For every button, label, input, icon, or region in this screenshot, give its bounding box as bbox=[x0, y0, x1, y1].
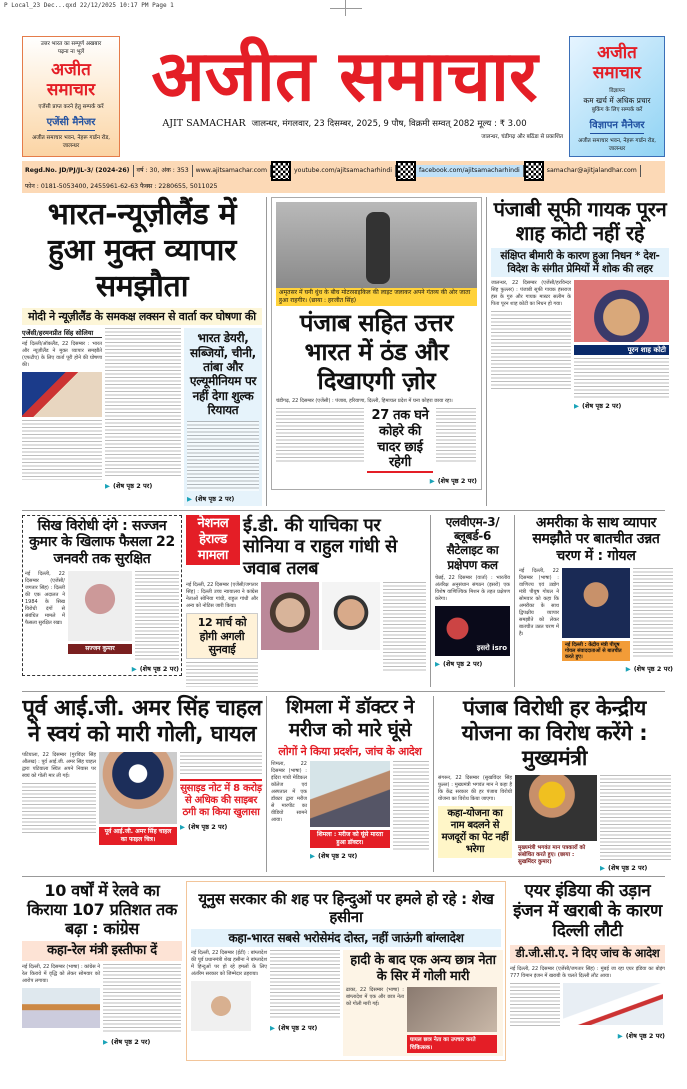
text-column bbox=[105, 328, 181, 490]
headline-row bbox=[186, 515, 426, 580]
photo-column bbox=[515, 775, 597, 867]
phone-numbers: फोन : 0181-5053400, 2455961-62-63 फैक्स : 2280655, 5011025 bbox=[25, 183, 218, 191]
masthead-title: अजीत समाचार bbox=[151, 35, 538, 117]
story-sajjan-kumar bbox=[22, 515, 182, 676]
national-herald-tag: नेशनल हेराल्ड मामला bbox=[186, 515, 240, 565]
column-rule bbox=[430, 515, 431, 687]
news-row-4 bbox=[22, 881, 665, 1066]
story-lead: चेन्नई, 22 दिसम्बर (वार्ता) : भारतीय अंतरिक्ष अनुसंधान संगठन (इसरो) एक विशेष वाणिज्यिक मिशन के तहत प्रक्षेपण करेगा। bbox=[435, 575, 510, 603]
headline: अमरीका के साथ व्यापार समझौते पर बातचीत उन्नत चरण में : गोयल bbox=[532, 514, 660, 565]
body-text bbox=[436, 408, 476, 463]
inset-box bbox=[184, 328, 262, 505]
story-chief-minister bbox=[438, 696, 671, 872]
story-lead: संगरूर, 22 दिसम्बर (सुखविंदर सिंह फुल्ल) : मुख्यमंत्री भगवंत मान ने कहा है कि केंद्र सरकार की हर पंजाब विरोधी योजना का विरोध किया जाएगा। bbox=[438, 774, 512, 802]
story-isro bbox=[435, 515, 510, 669]
facebook-link[interactable]: facebook.com/ajitsamacharhindi bbox=[416, 165, 524, 177]
story-columns bbox=[191, 950, 501, 1056]
headline: भारत-न्यूज़ीलैंड में हुआ मुक्त व्यापार समझौता bbox=[47, 197, 237, 305]
photo-caption: सज्जन कुमार bbox=[68, 644, 132, 654]
photo-column bbox=[99, 752, 177, 845]
story-lead: जालन्धर, 22 दिसम्बर (एजेंसी/हरविन्दर सिंह फुल्लर) : पंजाबी सूफी गायक हंसराज हंस के गुरु और गायक मास्टर सलीम के पिता पूरन शाह कोटी का निधन हो गया। bbox=[491, 280, 571, 308]
left-agency-ad bbox=[22, 36, 120, 157]
column-rule bbox=[266, 197, 267, 506]
text-column bbox=[491, 280, 571, 391]
email-link[interactable]: samachar@ajitjalandhar.com bbox=[544, 165, 641, 177]
ad-text: उत्तर भारत का सम्पूर्ण अखबार bbox=[40, 41, 102, 47]
story-columns bbox=[276, 408, 477, 472]
story-sufi-singer bbox=[491, 197, 669, 410]
headline: शिमला में डॉक्टर ने मरीज को मारे घूंसे bbox=[286, 695, 414, 741]
ad-text: विज्ञापन bbox=[609, 87, 625, 94]
sajjan-kumar-photo bbox=[68, 571, 132, 641]
english-title: AJIT SAMACHAR bbox=[162, 117, 246, 129]
continued-link[interactable]: ▶ (शेष पृष्ठ 2 पर) bbox=[132, 664, 179, 673]
text-column bbox=[22, 752, 96, 833]
body-text bbox=[186, 662, 258, 687]
date-price: जालन्धर, मंगलवार, 23 दिसम्बर, 2025, 9 पौष, विक्रमी सम्वत् 2082 मूल्य : ₹ 3.00 bbox=[251, 118, 527, 129]
body-text bbox=[22, 783, 96, 833]
photo-column bbox=[407, 987, 497, 1053]
story-railway-fare bbox=[22, 881, 182, 1046]
story-lead: शिमला, 22 दिसम्बर (भाषा) : इंदिरा गांधी मेडिकल कॉलेज एवं अस्पताल में एक डॉक्टर द्वारा मरीज से मारपीट का वीडियो सामने आया। bbox=[271, 760, 307, 823]
subheadline: कहा-रेल मंत्री इस्तीफा दें bbox=[22, 941, 182, 961]
puran-shah-koti-photo bbox=[574, 280, 669, 342]
air-india-plane-photo bbox=[563, 983, 663, 1025]
column-rule bbox=[266, 696, 267, 872]
inset-headline: कहा-योजना का नाम बदलने से मजदूरों का पेट नहीं भरेगा bbox=[438, 806, 512, 858]
crop-mark bbox=[330, 8, 362, 9]
story-columns bbox=[22, 964, 182, 1046]
column-rule bbox=[433, 696, 434, 872]
headline: एलवीएम-3/ब्लूबर्ड-6 सैटेलाइट का प्रक्षेपण कल bbox=[445, 514, 500, 572]
headline: एयर इंडिया की उड़ान इंजन में खराबी के कारण दिल्ली लौटी bbox=[513, 880, 662, 942]
continued-link[interactable]: ▶ (शेष पृष्ठ 2 पर) bbox=[574, 401, 669, 410]
subheadline: संक्षिप्त बीमारी के कारण हुआ निधन * देश-विदेश के संगीत प्रेमियों में शोक की लहर bbox=[491, 248, 669, 277]
headline: पंजाब विरोधी हर केन्द्रीय योजना का विरोध करेंगे : मुख्यमंत्री bbox=[461, 695, 648, 771]
news-row-3 bbox=[22, 696, 665, 877]
caption-text: अमृतसर में घनी धुंध के बीच मोटरसाइकिल की लाइट जलाकर अपने गंतव्य की ओर जाता हुआ राहगीर। bbox=[279, 289, 471, 305]
website-link[interactable]: www.ajitsamachar.com bbox=[193, 165, 271, 177]
story-lead: नई दिल्ली, 22 दिसम्बर (एजेंसी/जगतार सिंह) : दिल्ली की एक अदालत ने 1984 के सिख विरोधी दंगों से संबंधित मामले में फैसला सुरक्षित रखा। bbox=[25, 571, 65, 627]
injured-student-leader-photo bbox=[407, 987, 497, 1032]
headline: ई.डी. की याचिका पर सोनिया व राहुल गांधी से जवाब तलब bbox=[243, 514, 397, 579]
ad-manager: विज्ञापन मैनेजर bbox=[590, 118, 645, 134]
story-fog bbox=[271, 197, 482, 490]
story-columns bbox=[438, 775, 671, 872]
subheadline: लोगों ने किया प्रदर्शन, जांच के आदेश bbox=[278, 744, 422, 758]
right-advertising-ad bbox=[569, 36, 665, 157]
motorcyclist-silhouette bbox=[366, 212, 390, 284]
story-goyal bbox=[519, 515, 673, 673]
story-lead: ढाका, 22 दिसम्बर (भाषा) : बांग्लादेश में एक और छात्र नेता को गोली मारी गई। bbox=[346, 987, 404, 1008]
ad-text: कम खर्च में अधिक प्रचार bbox=[583, 96, 651, 106]
continued-link[interactable]: ▶ (शेष पृष्ठ 2 पर) bbox=[105, 481, 181, 490]
body-text bbox=[103, 964, 181, 1034]
continued-link[interactable]: ▶ (शेष पृष्ठ 2 पर) bbox=[270, 1023, 340, 1032]
caption-text: मुख्यमंत्री भगवंत मान पत्रकारों को संबोधित करते हुए। bbox=[518, 844, 586, 858]
text-column bbox=[180, 752, 262, 831]
ad-contact: अजीत समाचार भवन, नेहरू गार्डन रोड, जालन्धर bbox=[31, 134, 111, 149]
photo-caption: नई दिल्ली : केंद्रीय मंत्री पीयूष गोयल संवाददाताओं से बातचीत करते हुए। bbox=[562, 641, 630, 661]
photo-credit: (छाया : सुखमिंदर कुमार) bbox=[518, 851, 575, 865]
continued-link[interactable]: ▶ (शेष पृष्ठ 2 पर) bbox=[626, 664, 673, 673]
fog-motorcycle-photo bbox=[276, 202, 477, 288]
story-columns bbox=[25, 571, 179, 661]
story-lead: चंडीगढ़, 22 दिसम्बर (एजेंसी) : पंजाब, हरियाणा, दिल्ली, हिमाचल प्रदेश में घना कोहरा छाया रहा। bbox=[276, 398, 453, 405]
story-columns bbox=[491, 280, 669, 410]
qr-code-icon bbox=[271, 161, 291, 181]
photo-caption bbox=[276, 288, 477, 306]
inset-headline: 12 मार्च को होगी अगली सुनवाई bbox=[186, 613, 258, 659]
headline: पंजाब सहित उत्तर भारत में ठंड और दिखाएगी ज़ोर bbox=[299, 309, 454, 395]
inset-columns bbox=[346, 987, 500, 1053]
inset-headline: भारत डेयरी, सब्जियों, चीनी, तांबा और एल्यूमीनियम पर नहीं देगा शुल्क रियायत bbox=[189, 331, 257, 418]
rahul-gandhi-photo bbox=[322, 582, 380, 650]
ad-text: बुकिंग के लिए सम्पर्क करें bbox=[591, 107, 643, 114]
headline: सिख विरोधी दंगे : सज्जन कुमार के खिलाफ फैसला 22 जनवरी तक सुरक्षित bbox=[29, 517, 175, 568]
print-slug-bar bbox=[4, 0, 665, 22]
story-air-india bbox=[510, 881, 665, 1040]
ad-title: अजीत समाचार bbox=[592, 43, 642, 84]
published-from: जालन्धर, चंडीगढ़ और बठिंडा से प्रकाशित bbox=[481, 134, 563, 141]
inset-box bbox=[343, 950, 503, 1056]
column-rule bbox=[486, 197, 487, 506]
isro-satellite-image bbox=[435, 606, 510, 656]
body-text bbox=[187, 421, 259, 491]
text-column bbox=[270, 950, 340, 1032]
story-lead: नई दिल्ली, 22 दिसम्बर (ईटी) : बांग्लादेश की पूर्व प्रधानमंत्री शेख हसीना ने बांग्लादेश में हिन्दुओं पर हो रहे हमलों के लिए अंतरिम सरकार को जिम्मेदार ठहराया। bbox=[191, 949, 267, 977]
headline: पंजाबी सूफी गायक पूरन शाह कोटी नहीं रहे bbox=[493, 197, 667, 246]
story-national-herald bbox=[186, 515, 426, 687]
ad-manager: एजेंसी मैनेजर bbox=[47, 115, 96, 131]
column-rule bbox=[514, 515, 515, 687]
text-column bbox=[600, 775, 671, 872]
amar-singh-chahal-photo bbox=[99, 752, 177, 824]
continued-link[interactable]: ▶ (शेष पृष्ठ 2 पर) bbox=[310, 851, 390, 860]
continued-link[interactable]: ▶ (शेष पृष्ठ 2 पर) bbox=[180, 822, 262, 831]
isro-logo: इसरो isro bbox=[476, 644, 507, 653]
photo-column bbox=[310, 761, 390, 860]
inset-headline: हादी के बाद एक अन्य छात्र नेता के सिर में गोली मारी bbox=[350, 952, 496, 984]
photo-credit: (छाया : हरजीत सिंह) bbox=[309, 297, 357, 305]
story-sheikh-hasina bbox=[186, 881, 506, 1062]
sheikh-hasina-photo bbox=[191, 981, 251, 1031]
registration-number: Regd.No. JD/PJ/JL-3/ (2024-26) bbox=[22, 165, 134, 177]
issue-number: वर्ष : 30, अंक : 353 bbox=[134, 165, 193, 177]
story-lead: नई दिल्ली, 22 दिसम्बर (एजेंसी/जगतार सिंह) : दिल्ली उच्च न्यायालय ने कांग्रेस नेताओं सोनिया गांधी, राहुल गांधी और अन्य को नोटिस जारी किया। bbox=[186, 582, 258, 610]
inset-headline: 27 तक घने कोहरे की चादर छाई रहेगी bbox=[367, 408, 433, 472]
story-shimla bbox=[271, 696, 429, 860]
ad-text: एजेंसी प्राप्त करने हेतु सम्पर्क करें bbox=[38, 104, 104, 111]
photo-column bbox=[574, 280, 669, 410]
story-lead: नई दिल्ली, 22 दिसम्बर (भाषा) : वाणिज्य एवं उद्योग मंत्री पीयूष गोयल ने सोमवार को कहा कि अमरीका के साथ द्विपक्षीय व्यापार समझौते को लेकर बातचीत उन्नत चरण में है। bbox=[519, 568, 559, 638]
qr-code-icon bbox=[524, 161, 544, 181]
story-columns bbox=[22, 752, 262, 845]
photo-column bbox=[68, 571, 132, 654]
story-lead: पटियाला, 22 दिसम्बर (गुरविंदर सिंह औलख) : पूर्व आई.जी. अमर सिंह चाहल द्वारा पटियाला स्थित अपने निवास पर स्वयं को गोली मार ली गई। bbox=[22, 751, 96, 779]
piyush-goyal-photo bbox=[562, 568, 630, 638]
photo-column bbox=[562, 568, 630, 661]
body-text bbox=[491, 311, 571, 391]
photo-caption: पूर्व आई.जी. अमर सिंह चाहल का फाइल चित्र। bbox=[99, 827, 177, 845]
continued-link[interactable]: ▶ (शेष पृष्ठ 2 पर) bbox=[187, 494, 259, 503]
continued-link[interactable]: ▶ (शेष पृष्ठ 2 पर) bbox=[435, 659, 510, 668]
bhagwant-mann-photo bbox=[515, 775, 597, 841]
masthead bbox=[22, 36, 665, 157]
body-text bbox=[633, 568, 673, 658]
info-bar bbox=[22, 161, 665, 193]
story-lead: नई दिल्ली, 22 दिसम्बर (भाषा) : कांग्रेस ने रेल किराये में वृद्धि को लेकर सोमवार को आरोप लगाया। bbox=[22, 963, 100, 984]
body-text bbox=[510, 983, 560, 1028]
sonia-gandhi-photo bbox=[261, 582, 319, 650]
photo-caption bbox=[515, 844, 597, 867]
ad-title: अजीत समाचार bbox=[46, 59, 96, 100]
story-columns bbox=[186, 582, 426, 687]
qr-code-icon bbox=[396, 161, 416, 181]
story-columns bbox=[271, 761, 429, 860]
subheadline: डी.जी.सी.ए. ने दिए जांच के आदेश bbox=[510, 945, 665, 963]
story-lead: नई दिल्ली/ऑकलैंड, 22 दिसम्बर : भारत और न्यूज़ीलैंड ने मुक्त व्यापार समझौते (एफटीए) के लिए वार्ता पूरी होने की घोषणा की। bbox=[22, 341, 102, 369]
train-photo bbox=[22, 988, 100, 1028]
body-text bbox=[180, 752, 262, 776]
text-column bbox=[438, 775, 512, 858]
news-row-2 bbox=[22, 514, 673, 692]
body-text bbox=[383, 582, 426, 672]
headline: यूनुस सरकार की शह पर हिन्दुओं पर हमले हो रहे : शेख हसीना bbox=[198, 889, 494, 926]
continued-link[interactable]: ▶ (शेष पृष्ठ 2 पर) bbox=[600, 863, 671, 872]
body-text bbox=[393, 761, 429, 851]
handshake-flags-photo bbox=[22, 372, 102, 417]
inset-headline: सुसाइड नोट में 8 करोड़ से अधिक की साइबर ठगी का किया खुलासा bbox=[180, 779, 262, 819]
story-columns bbox=[519, 568, 673, 661]
body-text bbox=[22, 420, 102, 480]
print-slug: P Local_23 Dec...qxd 22/12/2025 10:17 PM Page 1 bbox=[4, 2, 174, 9]
byline: एजेंसी/हरमनप्रीत सिंह सोलिया bbox=[22, 328, 102, 338]
headline: पूर्व आई.जी. अमर सिंह चाहल ने स्वयं को मारी गोली, घायल bbox=[22, 695, 262, 748]
story-india-nz-fta bbox=[22, 197, 262, 506]
story-chahal bbox=[22, 696, 262, 845]
text-column bbox=[186, 582, 258, 687]
continued-link[interactable]: ▶ (शेष पृष्ठ 2 पर) bbox=[103, 1037, 181, 1046]
dateline bbox=[162, 117, 526, 131]
body-text bbox=[600, 775, 671, 860]
body-text bbox=[270, 950, 340, 1020]
continued-link[interactable]: ▶ (शेष पृष्ठ 2 पर) bbox=[618, 1031, 665, 1040]
body-text bbox=[135, 571, 179, 661]
text-column bbox=[191, 950, 267, 1031]
youtube-link[interactable]: youtube.com/ajitsamacharhindi bbox=[291, 165, 396, 177]
story-columns bbox=[22, 328, 262, 505]
continued-link[interactable]: ▶ (शेष पृष्ठ 2 पर) bbox=[430, 476, 477, 485]
body-text bbox=[105, 328, 181, 478]
photo-caption: घायल छात्र नेता का उपचार करते चिकित्सक। bbox=[407, 1035, 497, 1053]
ad-text: पढ़ना ना भूलें bbox=[57, 49, 85, 56]
text-column bbox=[22, 328, 102, 480]
story-columns bbox=[510, 983, 665, 1028]
masthead-center bbox=[126, 36, 563, 157]
ad-contact: अजीत समाचार भवन, नेहरू गार्डन रोड, जालन्धर bbox=[577, 137, 657, 152]
doctor-assault-photo bbox=[310, 761, 390, 827]
body-text bbox=[276, 408, 364, 463]
photo-caption: पूरन शाह कोटी bbox=[574, 345, 669, 355]
headline: 10 वर्षों में रेलवे का किराया 107 प्रतिशत तक बढ़ा : कांग्रेस bbox=[27, 880, 177, 938]
body-text bbox=[574, 358, 669, 398]
story-lead: नई दिल्ली, 22 दिसम्बर (एजेंसी/जगतार सिंह) : मुंबई जा रहा एयर इंडिया का बोइंग 777 विमान इंजन में खराबी के चलते दिल्ली लौट आया। bbox=[510, 965, 665, 979]
text-column bbox=[103, 964, 181, 1046]
news-row-1 bbox=[22, 197, 665, 511]
subheadline: मोदी ने न्यूज़ीलैंड के समकक्ष लक्सन से वार्ता कर घोषणा की bbox=[22, 308, 262, 325]
text-column bbox=[22, 964, 100, 1028]
subheadline: कहा-भारत सबसे भरोसेमंद दोस्त, नहीं जाऊंगी बांग्लादेश bbox=[191, 929, 501, 947]
photo-caption: शिमला : मरीज को घूंसे मारता हुआ डॉक्टर। bbox=[310, 830, 390, 848]
